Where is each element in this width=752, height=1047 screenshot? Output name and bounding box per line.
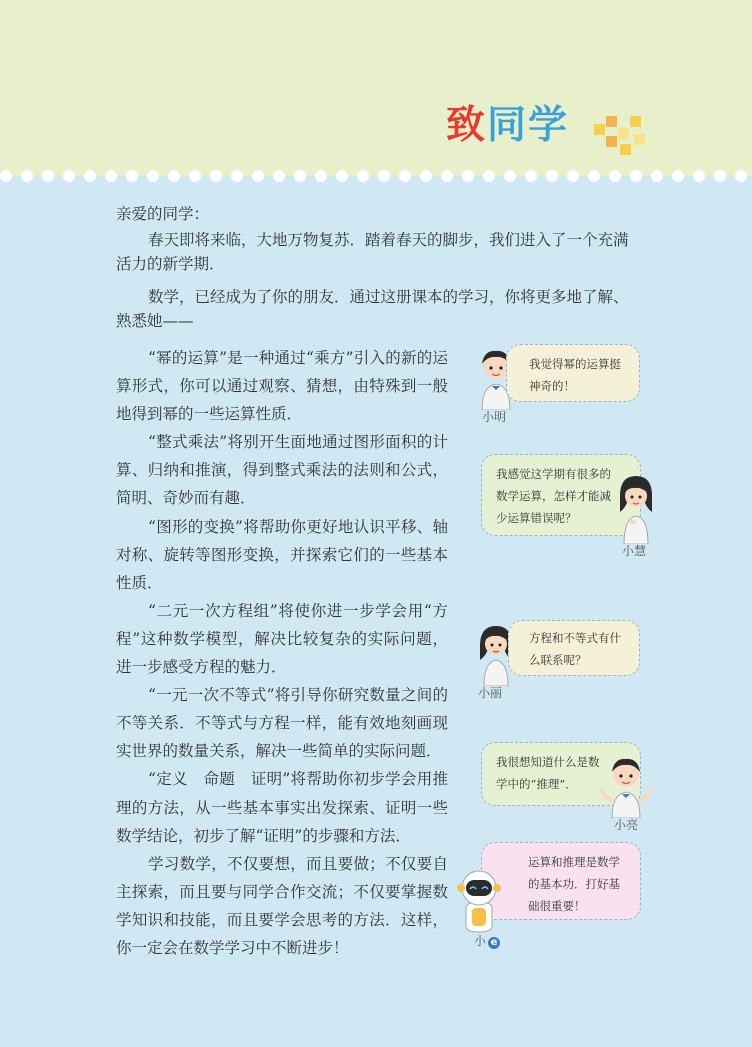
paragraph: “二元一次方程组”将使你进一步学会用“方程”这种数学模型，解决比较复杂的实际问题，进一步感受方程的魅力．	[116, 601, 448, 677]
bubble-text: 我很想知道什么是数学中的“推理”．	[496, 755, 600, 791]
paragraph: “图形的变换”将帮助你更好地认识平移、轴对称、旋转等图形变换，并探索它们的一些基本性质．	[116, 517, 448, 592]
bubble-text: 我觉得幂的运算挺神奇的！	[529, 357, 621, 393]
deco-square	[634, 134, 645, 145]
deco-square	[620, 144, 631, 155]
paragraph: “幂的运算”是一种通过“乘方”引入的新的运算形式，你可以通过观察、猜想，由特殊到一般地得到幂的一些运算性质．	[116, 349, 448, 424]
paragraph: “整式乘法”将别开生面地通过图形面积的计算、归纳和推演，得到整式乘法的法则和公式，简明、奇妙而有趣．	[116, 433, 448, 508]
deco-square	[594, 124, 605, 135]
bubble-text: 方程和不等式有什么联系呢？	[529, 631, 621, 667]
character-name: 小亮	[614, 818, 639, 832]
paragraph: “定义 命题 证明”将帮助你初步学会用推理的方法，从一些基本事实出发探索、证明一些数学结论，初步了解“证明”的步骤和方法．	[116, 770, 448, 845]
bubble-text: 我感觉这学期有很多的数学运算，怎样才能减少运算错误呢？	[496, 467, 611, 525]
robot-xiaoe-illustration	[454, 868, 504, 934]
page-title	[446, 103, 570, 148]
title-char: 致	[446, 103, 488, 148]
square-decoration	[594, 112, 654, 158]
boy-xiaoliang-illustration	[598, 752, 654, 818]
scallop-border	[0, 164, 752, 186]
intro-paragraph: 数学，已经成为了你的朋友．通过这册课本的学习，你将更多地了解、熟悉她——	[116, 288, 629, 330]
character-name-text: 小	[474, 934, 487, 948]
girl-xiaohui-illustration	[614, 472, 658, 544]
character-name	[474, 932, 500, 949]
speech-bubble	[508, 620, 640, 676]
main-text	[116, 344, 448, 962]
title-char: 同	[487, 103, 529, 148]
paragraph: “一元一次不等式”将引导你研究数量之间的不等关系．不等式与方程一样，能有效地刻画现实世界的数量关系，解决一些简单的实际问题．	[116, 686, 448, 761]
speech-bubble	[481, 842, 641, 920]
deco-square	[606, 136, 617, 147]
character-name: 小明	[482, 410, 507, 424]
deco-square	[606, 116, 617, 127]
paragraph: 学习数学，不仅要想，而且要做；不仅要自主探索，而且要与同学合作交流；不仅要掌握数学知识和技能，而且要学会思考的方法．这样，你一定会在数学学习中不断进步！	[116, 854, 448, 957]
robot-e-badge: e	[488, 937, 500, 949]
bubble-text: 运算和推理是数学的基本功．打好基础很重要！	[528, 855, 620, 913]
title-char: 学	[528, 103, 570, 148]
deco-square	[618, 128, 629, 139]
character-name: 小慧	[622, 544, 647, 558]
intro	[116, 228, 636, 333]
greeting: 亲爱的同学：	[116, 205, 210, 223]
intro-paragraph: 春天即将来临，大地万物复苏．踏着春天的脚步，我们进入了一个充满活力的新学期．	[116, 231, 629, 273]
speech-bubble	[506, 344, 640, 402]
character-name: 小丽	[478, 686, 503, 700]
deco-square	[630, 116, 641, 127]
